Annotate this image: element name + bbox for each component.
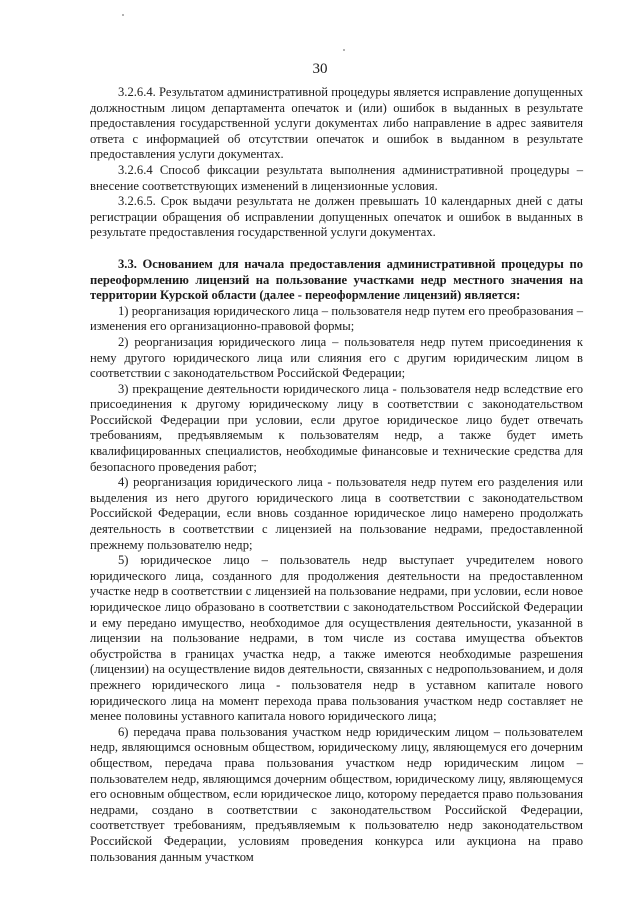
list-item-3: 3) прекращение деятельности юридического лица - пользователя недр вследствие его присоединения к другому юридическому лицу в соответствии с законодательством Российской Федерации при условии, если другое юридическое лицо будет отвечать требованиям, предъявляемым к пользователям недр, а также будет иметь квалифицированных специалистов, необходимые финансовые и технические средства для безопасного проведения работ; (90, 381, 583, 474)
paragraph-3-2-6-5-term: 3.2.6.5. Срок выдачи результата не должен превышать 10 календарных дней с даты регистрации обращения об исправлении допущенных опечаток и ошибок в выданных в результате предоставления государственной услуги документах. (90, 194, 583, 240)
section-3-3-heading: 3.3. Основанием для начала предоставления административной процедуры по переоформлению лицензий на пользование участками недр местного значения на территории Курской области (далее - переоформление лицензий) является: (90, 256, 583, 303)
list-item-6: 6) передача права пользования участком недр юридическим лицом – пользователем недр, являющимся основным обществом, юридическому лицу, являющемуся его дочерним обществом, передача права пользования участком недр юридическим лицом – пользователем недр, являющимся дочерним обществом, юридическому лицу, являющемуся его основным обществом, если юридическое лицо, которому передается право пользования недрами, создано в соответствии с законодательством Российской Федерации, соответствует требованиям, предъявляемым к пользователю недр законодательством Российской Федерации, условиям проведения конкурса или аукциона на право пользования данным участком (90, 724, 583, 864)
list-item-5: 5) юридическое лицо – пользователь недр выступает учредителем нового юридического лица, созданного для продолжения деятельности на предоставленном участке недр в соответствии с лицензией на пользование недрами, при условии, если новое юридическое лицо образовано в соответствии с законодательством Российской Федерации и ему передано имущество, необходимое для осуществления деятельности, указанной в лицензии на пользование недрами, в том числе из состава имущества объектов обустройства в границах участка недр, а также имеются необходимые разрешения (лицензии) на осуществление видов деятельности, связанных с недропользованием, и доля прежнего юридического лица - пользователя недр в уставном капитале нового юридического лица на момент перехода права пользования участком недр составляет не менее половины уставного капитала нового юридического лица; (90, 553, 583, 724)
paragraph-3-2-6-4-fixation: 3.2.6.4 Способ фиксации результата выполнения административной процедуры – внесение соответствующих изменений в лицензионные условия. (90, 162, 583, 193)
document-body (90, 85, 583, 865)
paragraph-3-2-6-4-result: 3.2.6.4. Результатом административной процедуры является исправление допущенных должностным лицом департамента опечаток и (или) ошибок в выданных в результате предоставления государственной услуги документах либо направление в адрес заявителя ответа с информацией об отсутствии опечаток и ошибок в выданном в результате предоставления услуги документах. (90, 85, 583, 162)
page-number: 30 (312, 61, 328, 77)
list-item-1: 1) реорганизация юридического лица – пользователя недр путем его преобразования – изменения его организационно-правовой формы; (90, 303, 583, 334)
scan-speck (122, 14, 124, 16)
list-item-4: 4) реорганизация юридического лица - пользователя недр путем его разделения или выделения из него другого юридического лица в соответствии с законодательством Российской Федерации, если вновь созданное юридическое лицо намерено продолжать деятельность в соответствии с лицензией на пользование недрами, предоставленной прежнему пользователю недр; (90, 475, 583, 552)
list-item-2: 2) реорганизация юридического лица – пользователя недр путем присоединения к нему другого юридического лица или слияния его с другим юридическим лицом в соответствии с законодательством Российской Федерации; (90, 334, 583, 381)
scan-speck (343, 49, 345, 51)
